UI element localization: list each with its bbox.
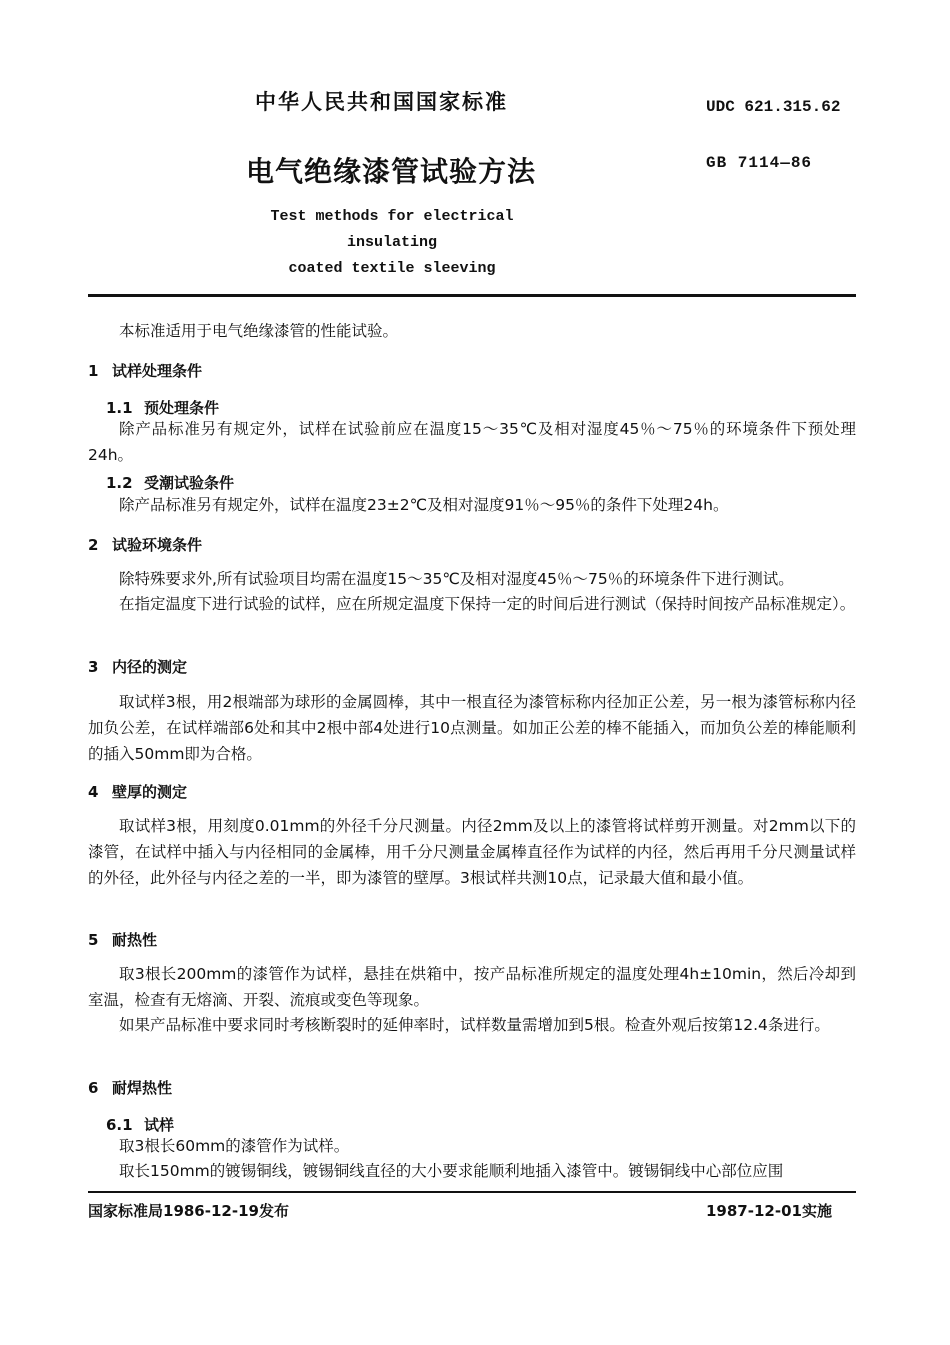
section-title: 内径的测定 xyxy=(112,658,188,676)
subsection-title: 试样 xyxy=(144,1116,175,1134)
section-number: 6 xyxy=(88,1079,99,1097)
section-number: 2 xyxy=(88,536,99,554)
section-number: 5 xyxy=(88,931,99,949)
section-5-heading xyxy=(88,929,157,950)
section-3-paragraph: 取试样3根，用2根端部为球形的金属圆棒，其中一根直径为漆管标称内径加正公差，另一根为漆管标称内径加负公差，在试样端部6处和其中2根中部4处进行10点测量。如加正公差的棒不能插入，而加负公差的棒能顺利的插入50mm即为合格。 xyxy=(88,693,856,763)
section-6-heading xyxy=(88,1077,172,1098)
footer-divider xyxy=(88,1191,856,1193)
subsection-title: 预处理条件 xyxy=(144,399,220,417)
section-1-heading xyxy=(88,360,202,381)
document-title-cn: 电气绝缘漆管试验方法 xyxy=(246,155,537,188)
section-title: 壁厚的测定 xyxy=(112,783,188,801)
document-title-en xyxy=(222,204,562,282)
section-2-paragraph-2: 在指定温度下进行试验的试样，应在所规定温度下保持一定的时间后进行测试（保持时间按产品标准规定）。 xyxy=(119,595,856,613)
intro-text: 本标准适用于电气绝缘漆管的性能试验。 xyxy=(119,322,399,340)
subsection-title: 受潮试验条件 xyxy=(144,474,235,492)
section-6-1-heading xyxy=(106,1114,174,1135)
section-2-paragraph-1: 除特殊要求外,所有试验项目均需在温度15～35℃及相对湿度45％～75％的环境条件下进行测试。 xyxy=(119,570,794,588)
section-6-1-paragraph-1: 取3根长60mm的漆管作为试样。 xyxy=(119,1137,350,1155)
section-5-paragraph-1: 取3根长200mm的漆管作为试样，悬挂在烘箱中，按产品标准所规定的温度处理4h±10min，然后冷却到室温，检查有无熔滴、开裂、流痕或变色等现象。 xyxy=(88,965,856,1009)
section-number: 4 xyxy=(88,783,99,801)
section-1-2-text: 除产品标准另有规定外，试样在温度23±2℃及相对湿度91％～95％的条件下处理24h。 xyxy=(119,496,729,514)
section-number: 1 xyxy=(88,362,99,380)
section-number: 3 xyxy=(88,658,99,676)
header-divider xyxy=(88,294,856,297)
section-4-heading xyxy=(88,781,187,802)
title-en-line2: coated textile sleeving xyxy=(288,260,496,277)
standard-org-title: 中华人民共和国国家标准 xyxy=(255,90,508,114)
udc-code: UDC 621.315.62 xyxy=(706,98,841,116)
subsection-number: 1.1 xyxy=(106,399,133,417)
effective-date: 1987-12-01实施 xyxy=(706,1202,832,1220)
section-5-paragraph-2: 如果产品标准中要求同时考核断裂时的延伸率时，试样数量需增加到5根。检查外观后按第12.4条进行。 xyxy=(119,1016,830,1034)
section-title: 耐焊热性 xyxy=(112,1079,173,1097)
title-en-line1: Test methods for electrical insulating xyxy=(270,208,514,251)
section-title: 试验环境条件 xyxy=(112,536,203,554)
section-1-1-text: 除产品标准另有规定外，试样在试验前应在温度15～35℃及相对湿度45％～75％的环境条件下预处理24h。 xyxy=(88,420,856,464)
section-3-heading xyxy=(88,656,187,677)
subsection-number: 1.2 xyxy=(106,474,133,492)
section-1-1-heading xyxy=(106,397,219,418)
issued-date: 国家标准局1986-12-19发布 xyxy=(88,1202,289,1220)
section-1-2-heading xyxy=(106,472,234,493)
subsection-number: 6.1 xyxy=(106,1116,133,1134)
section-2-heading xyxy=(88,534,202,555)
section-title: 试样处理条件 xyxy=(112,362,203,380)
section-title: 耐热性 xyxy=(112,931,158,949)
gb-number: GB 7114—86 xyxy=(706,154,813,172)
section-4-paragraph: 取试样3根，用刻度0.01mm的外径千分尺测量。内径2mm及以上的漆管将试样剪开测量。对2mm以下的漆管，在试样中插入与内径相同的金属棒，用千分尺测量金属棒直径作为试样的内径，然后再用千分尺测量试样的外径，此外径与内径之差的一半，即为漆管的壁厚。3根试样共测10点，记录最大值和最小值。 xyxy=(88,817,856,887)
section-6-1-paragraph-2: 取长150mm的镀锡铜线，镀锡铜线直径的大小要求能顺利地插入漆管中。镀锡铜线中心部位应围 xyxy=(119,1162,784,1180)
